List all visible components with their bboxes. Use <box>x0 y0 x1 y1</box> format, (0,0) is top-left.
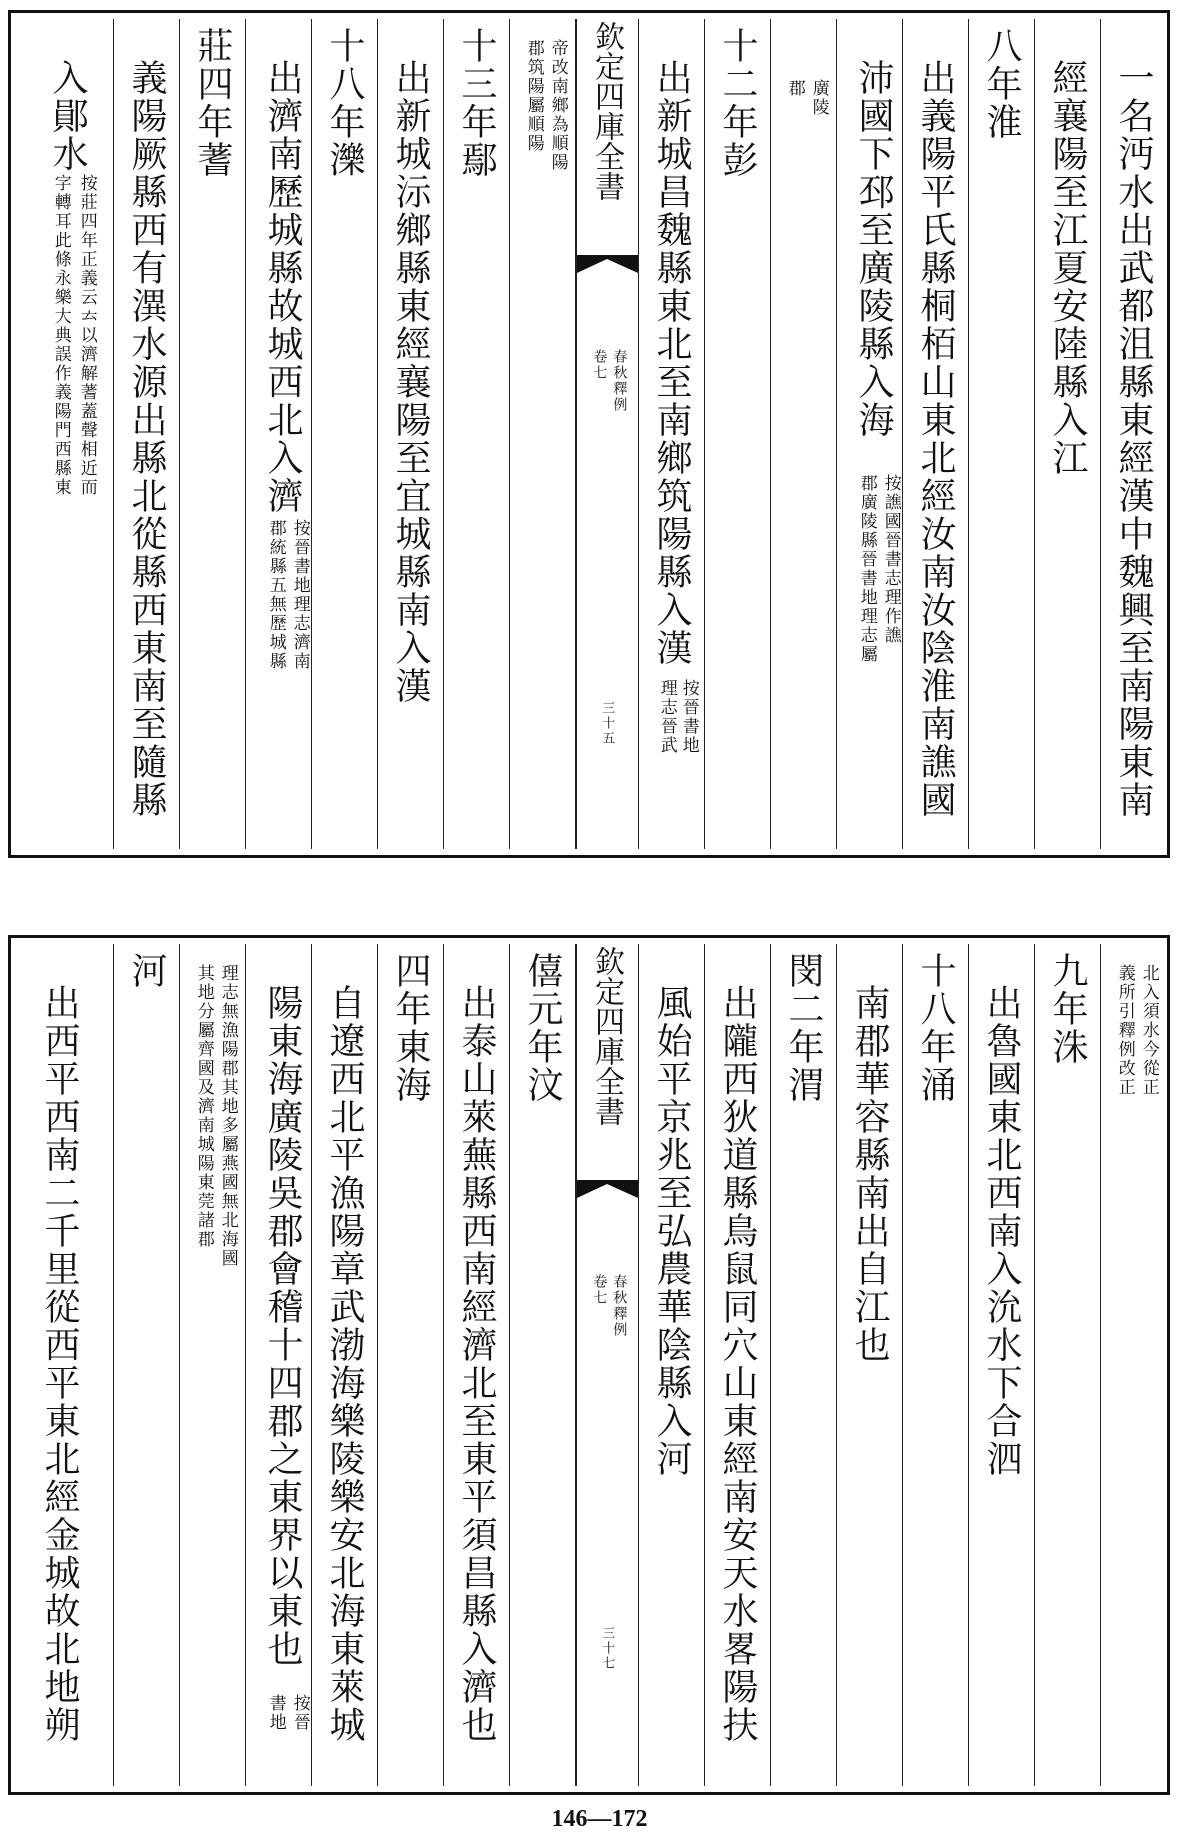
column-text: 十三年鄢 <box>456 27 497 179</box>
text-column <box>639 19 705 849</box>
annotation-left: 理志晉武 <box>656 679 677 755</box>
column-text: 出西平西南二千里從西平東北經金城故北地朔 <box>39 984 80 1744</box>
column-text: 出義陽平氏縣桐栢山東北經汝南汝陰淮南譙國 <box>915 59 956 819</box>
annotation-left: 義所引釋例改正 <box>1114 964 1135 1097</box>
column-text: 風始平京兆至弘農華陰縣入河 <box>651 984 692 1478</box>
column-text: 四年東海 <box>390 952 431 1104</box>
column-text: 十八年涌 <box>915 952 956 1104</box>
text-column <box>180 19 246 849</box>
annotation-left: 郡統縣五無歷城縣 <box>265 519 286 671</box>
text-column <box>1101 944 1167 1786</box>
chapter-number: 卷七 <box>591 1274 608 1306</box>
chapter-number: 卷七 <box>591 349 608 381</box>
column-text: 自遼西北平漁陽章武渤海樂陵樂安北海東萊城 <box>324 984 365 1744</box>
text-column <box>837 944 903 1786</box>
folio-number: 三十七 <box>599 1626 615 1671</box>
text-column <box>312 944 378 1786</box>
column-text: 莊四年蓍 <box>192 27 233 179</box>
text-column <box>705 19 771 849</box>
text-column <box>771 944 837 1786</box>
column-text: 出新城沶鄉縣東經襄陽至宜城縣南入漢 <box>390 59 431 705</box>
text-column <box>378 19 444 849</box>
text-column <box>969 19 1035 849</box>
text-column <box>1035 944 1101 1786</box>
text-column <box>312 19 378 849</box>
center-fold <box>576 19 639 849</box>
annotation-right: 北入須水今從正 <box>1138 964 1159 1097</box>
text-column <box>903 944 969 1786</box>
bottom-page-frame <box>8 935 1170 1795</box>
column-text: 出新城昌魏縣東北至南鄉筑陽縣入漢 <box>651 59 692 667</box>
top-page-frame <box>8 10 1170 858</box>
column-text: 八年淮 <box>981 27 1022 141</box>
center-fold <box>576 944 639 1786</box>
text-column <box>11 944 114 1786</box>
text-column <box>1035 19 1101 849</box>
text-column <box>180 944 246 1786</box>
annotation-right: 理志無漁陽郡其地多屬燕國無北海國 <box>217 964 238 1268</box>
annotation-left: 字轉耳此條永樂大典誤作義陽門西縣東 <box>50 174 71 497</box>
annotation-right: 按晉 <box>289 1694 310 1732</box>
text-column <box>705 944 771 1786</box>
annotation-left: 書地 <box>265 1694 286 1732</box>
column-text: 一名沔水出武都沮縣東經漢中魏興至南陽東南 <box>1113 59 1154 819</box>
book-title: 欽定四庫全書 <box>589 21 624 201</box>
column-text: 經襄陽至江夏安陸縣入江 <box>1047 59 1088 477</box>
text-column <box>246 19 312 849</box>
text-column <box>510 944 576 1786</box>
text-column <box>1101 19 1167 849</box>
annotation-left: 郡廣陵縣晉書地理志屬 <box>856 474 877 664</box>
text-column <box>444 944 510 1786</box>
text-column <box>114 19 180 849</box>
text-column <box>11 19 114 849</box>
column-text: 入鄖水 <box>47 59 88 173</box>
column-text: 九年洙 <box>1047 952 1088 1066</box>
column-text: 沛國下邳至廣陵縣入海 <box>853 59 894 439</box>
chapter-title: 春秋釋例 <box>611 1274 628 1338</box>
column-text: 僖元年汶 <box>522 952 563 1104</box>
column-text: 十二年彭 <box>717 27 758 179</box>
column-text: 出濟南歷城縣故城西北入濟 <box>262 59 303 515</box>
text-column <box>114 944 180 1786</box>
column-text: 陽東海廣陵吳郡會稽十四郡之東界以東也 <box>262 984 303 1668</box>
annotation-right: 廣陵 <box>808 79 829 117</box>
text-column <box>837 19 903 849</box>
fish-tail-icon <box>577 255 638 273</box>
column-text: 義陽厥縣西有潩水源出縣北從縣西東南至隨縣 <box>126 59 167 819</box>
column-text: 河 <box>126 952 167 990</box>
text-column <box>444 19 510 849</box>
text-column <box>246 944 312 1786</box>
fish-tail-icon <box>577 1180 638 1198</box>
chapter-title: 春秋釋例 <box>611 349 628 413</box>
annotation-left: 郡筑陽屬順陽 <box>523 39 544 153</box>
column-text: 南郡華容縣南出自江也 <box>849 984 890 1364</box>
folio-number: 三十五 <box>599 701 615 746</box>
column-text: 十八年濼 <box>324 27 365 179</box>
annotation-right: 按晉書地理志濟南 <box>289 519 310 671</box>
text-column <box>903 19 969 849</box>
column-text: 出魯國東北西南入沇水下合泗 <box>981 984 1022 1478</box>
annotation-right: 按譙國晉書志理作譙 <box>880 474 901 645</box>
text-column <box>378 944 444 1786</box>
annotation-left: 郡 <box>784 79 805 98</box>
text-column <box>510 19 576 849</box>
text-column <box>771 19 837 849</box>
page-number: 146—172 <box>551 1806 648 1832</box>
annotation-right: 帝改南鄉為順陽 <box>547 39 568 172</box>
text-column <box>639 944 705 1786</box>
column-text: 出隴西狄道縣鳥鼠同穴山東經南安天水畧陽扶 <box>717 984 758 1744</box>
annotation-left: 其地分屬齊國及濟南城陽東莞諸郡 <box>193 964 214 1249</box>
column-text: 出泰山萊蕪縣西南經濟北至東平須昌縣入濟也 <box>456 984 497 1744</box>
book-title: 欽定四庫全書 <box>589 946 624 1126</box>
column-text: 閔二年渭 <box>783 952 824 1104</box>
annotation-right: 按莊四年正義云𠫓以濟解蓍蓋聲相近而 <box>76 174 97 497</box>
text-column <box>969 944 1035 1786</box>
annotation-right: 按晉書地 <box>678 679 699 755</box>
